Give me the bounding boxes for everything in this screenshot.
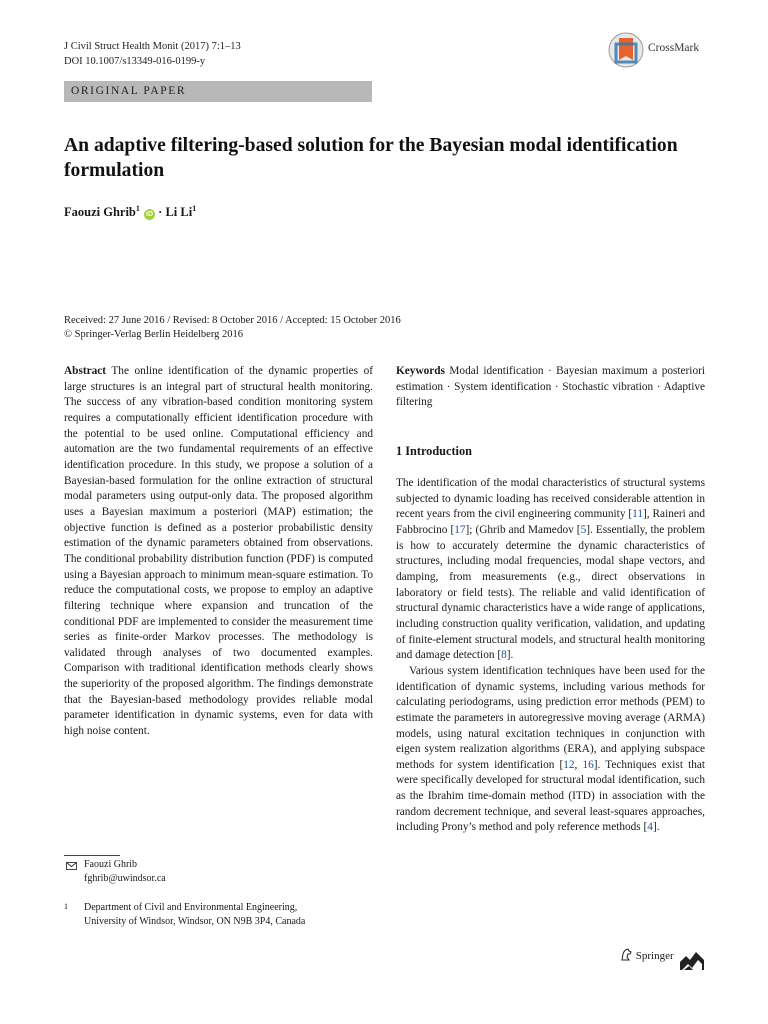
introduction-body [396, 476, 705, 836]
publication-dates [64, 314, 401, 342]
paragraph-text: Various system identification techniques have been used for the identification of dynamic systems, including various methods for calculating periodograms, using prediction error methods (PEM) to estimate the parameters in autoregressive moving average (ARMA) models, using natural excitation techniques in conjunction with eigen system realization algorithms (ERA), and applying subspace methods for system identification [ [396, 664, 705, 771]
paragraph-text: ]. [506, 649, 514, 662]
abstract-label: Abstract [64, 365, 107, 377]
paragraph-text: ]. Essentially, the problem is how to accurately determine the dynamic characteristics of structures, including modal frequencies, modal shape vectors, and damping, from measurements (e.g., direct observations in laboratory or field tests). The reliable and valid identification of structural dynamic characteristics have a wide range of applications, including construction quality verification, validation, and updating of finite-element structural models, and structural health monitoring and damage detection [ [396, 523, 705, 662]
author-name[interactable]: Li Li [165, 205, 193, 220]
envelope-icon [66, 862, 77, 870]
paragraph-text: ]. [652, 821, 660, 834]
paragraph-text: The identification of the modal characteristics of structural systems subjected to dynamic loading has received considerable attention in recent years from the civil engineering community [ [396, 477, 705, 521]
springer-corner-mark [680, 946, 704, 970]
abstract-text: The online identification of the dynamic properties of large structures is an integral part of structural health monitoring. The success of any vibration-based condition monitoring system requires a computationally efficient identification procedure with the potential to be used online. Computational efficiency and automation are the two fundamental requirements of an effective identification procedure. In this study, we propose a solution of a Bayesian-based formulation for the online extraction of structural modal parameters using output-only data. The proposed algorithm uses a Bayesian maximum a posteriori (MAP) estimation; the objective function is defined as a posterior probabilistic density estimation of the dynamic parameters obtained from observations. The conditional probability distribution function (PDF) is computed using a Bayesian approach to minimum mean-square estimation. To reduce the computational costs, we propose to employ an adaptive filtering technique where expansion and truncation of the conditional PDF are implemented to consider the measurement time series as finite-order Markov processes. The methodology is validated through analyses of two documented examples. Comparison with traditional identification methods clearly shows the superiority of the proposed algorithm. The findings demonstrate that the Bayesian-based methodology provides reliable modal parameter identification in dynamic systems, even for data with high noise content. [64, 365, 373, 738]
paper-title: An adaptive filtering-based solution for the Bayesian modal identification formulation [64, 135, 678, 181]
springer-horse-icon [620, 948, 633, 961]
footnote-rule [64, 855, 120, 856]
citation-link[interactable]: 4 [647, 821, 653, 834]
corresponding-author [84, 858, 166, 885]
article-type-banner: ORIGINAL PAPER [64, 81, 372, 102]
affiliation-marker: 1 [135, 204, 140, 213]
paragraph [396, 476, 705, 664]
doi[interactable]: DOI 10.1007/s13349-016-0199-y [64, 56, 206, 67]
keywords-text: Modal identification · Bayesian maximum a posteriori estimation · System identification · Stochastic vibration · Adaptive filtering [396, 365, 705, 409]
citation-link[interactable]: 5 [580, 523, 587, 536]
section-heading: 1 Introduction [396, 444, 472, 458]
springer-logo [620, 948, 674, 963]
orcid-icon[interactable]: iD [146, 211, 154, 219]
author-separator: · [155, 205, 166, 220]
author-name[interactable]: Faouzi Ghrib [64, 205, 136, 220]
affiliation [84, 901, 305, 928]
affiliation-marker: 1 [192, 204, 197, 213]
crossmark-label: CrossMark [648, 42, 700, 54]
paragraph-text: ]; (Ghrib and Mamedov [ [465, 523, 581, 536]
paragraph-text: , [574, 758, 583, 771]
citation-link[interactable]: 11 [632, 508, 644, 521]
crossmark-badge[interactable] [608, 30, 708, 70]
corresponding-name: Faouzi Ghrib [84, 859, 138, 870]
author-list [64, 204, 196, 220]
citation-link[interactable]: 12 [563, 758, 575, 771]
keywords-section [396, 364, 705, 411]
journal-citation: J Civil Struct Health Monit (2017) 7:1–13 [64, 41, 241, 52]
keywords-label: Keywords [396, 365, 445, 377]
affiliation-line: University of Windsor, Windsor, ON N9B 3P4, Canada [84, 915, 306, 927]
citation-link[interactable]: 8 [501, 649, 507, 662]
copyright-line: © Springer-Verlag Berlin Heidelberg 2016 [64, 329, 244, 340]
citation-link[interactable]: 17 [454, 523, 466, 536]
affiliation-number: 1 [64, 902, 68, 911]
paragraph [396, 664, 705, 836]
abstract-section [64, 364, 373, 740]
corresponding-email[interactable]: fghrib@uwindsor.ca [84, 872, 166, 884]
citation-link[interactable]: 16 [582, 758, 594, 771]
crossmark-icon [608, 30, 644, 70]
paragraph-text: ], Raineri and Fabbrocino [ [396, 508, 705, 536]
affiliation-line: Department of Civil and Environmental Engineering, [84, 902, 298, 913]
paragraph-text: ]. Techniques exist that were specifically developed for structural modal identification, such as the Ibrahim time-domain method (ITD) in association with the random decrement technique, and several least-squares approaches, including Prony’s method and poly reference methods [ [396, 758, 706, 834]
publisher-name: Springer [635, 950, 674, 962]
received-revised-accepted: Received: 27 June 2016 / Revised: 8 October 2016 / Accepted: 15 October 2016 [64, 315, 401, 326]
